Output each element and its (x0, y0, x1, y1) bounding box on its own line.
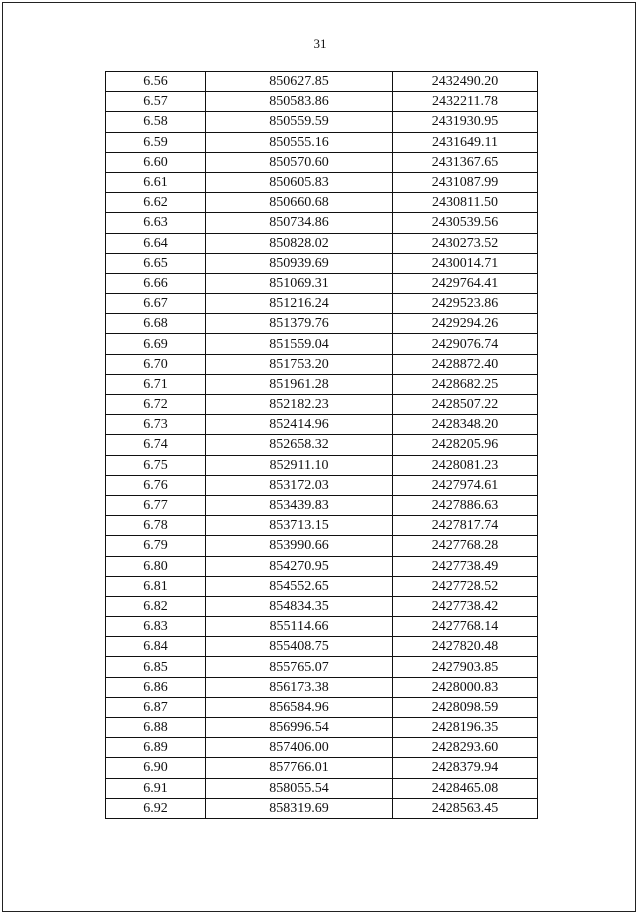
point-id-cell: 6.64 (106, 233, 206, 253)
table-row (106, 657, 538, 677)
table-row (106, 516, 538, 536)
point-id-cell: 6.82 (106, 596, 206, 616)
x-coordinate-cell: 850939.69 (206, 253, 393, 273)
point-id-cell: 6.72 (106, 395, 206, 415)
table-row (106, 152, 538, 172)
table-row (106, 253, 538, 273)
table-row (106, 273, 538, 293)
x-coordinate-cell: 858055.54 (206, 778, 393, 798)
point-id-cell: 6.60 (106, 152, 206, 172)
x-coordinate-cell: 854270.95 (206, 556, 393, 576)
y-coordinate-cell: 2428098.59 (393, 697, 538, 717)
point-id-cell: 6.76 (106, 475, 206, 495)
point-id-cell: 6.68 (106, 314, 206, 334)
point-id-cell: 6.81 (106, 576, 206, 596)
y-coordinate-cell: 2427768.28 (393, 536, 538, 556)
table-row (106, 213, 538, 233)
point-id-cell: 6.73 (106, 415, 206, 435)
point-id-cell: 6.88 (106, 718, 206, 738)
y-coordinate-cell: 2431087.99 (393, 172, 538, 192)
y-coordinate-cell: 2427728.52 (393, 576, 538, 596)
x-coordinate-cell: 854834.35 (206, 596, 393, 616)
y-coordinate-cell: 2428682.25 (393, 374, 538, 394)
point-id-cell: 6.59 (106, 132, 206, 152)
y-coordinate-cell: 2428465.08 (393, 778, 538, 798)
point-id-cell: 6.87 (106, 697, 206, 717)
y-coordinate-cell: 2427820.48 (393, 637, 538, 657)
table-row (106, 637, 538, 657)
table-row (106, 617, 538, 637)
point-id-cell: 6.85 (106, 657, 206, 677)
x-coordinate-cell: 850605.83 (206, 172, 393, 192)
x-coordinate-cell: 853439.83 (206, 495, 393, 515)
point-id-cell: 6.69 (106, 334, 206, 354)
x-coordinate-cell: 851961.28 (206, 374, 393, 394)
point-id-cell: 6.90 (106, 758, 206, 778)
point-id-cell: 6.77 (106, 495, 206, 515)
x-coordinate-cell: 850555.16 (206, 132, 393, 152)
table-row (106, 596, 538, 616)
point-id-cell: 6.61 (106, 172, 206, 192)
x-coordinate-cell: 850559.59 (206, 112, 393, 132)
x-coordinate-cell: 850627.85 (206, 72, 393, 92)
point-id-cell: 6.84 (106, 637, 206, 657)
x-coordinate-cell: 855114.66 (206, 617, 393, 637)
point-id-cell: 6.78 (106, 516, 206, 536)
y-coordinate-cell: 2427903.85 (393, 657, 538, 677)
table-row (106, 132, 538, 152)
y-coordinate-cell: 2432211.78 (393, 92, 538, 112)
x-coordinate-cell: 852182.23 (206, 395, 393, 415)
table-row (106, 435, 538, 455)
y-coordinate-cell: 2431367.65 (393, 152, 538, 172)
point-id-cell: 6.71 (106, 374, 206, 394)
y-coordinate-cell: 2428379.94 (393, 758, 538, 778)
table-row (106, 798, 538, 818)
y-coordinate-cell: 2428293.60 (393, 738, 538, 758)
x-coordinate-cell: 850660.68 (206, 193, 393, 213)
x-coordinate-cell: 853990.66 (206, 536, 393, 556)
y-coordinate-cell: 2429076.74 (393, 334, 538, 354)
table-row (106, 718, 538, 738)
point-id-cell: 6.91 (106, 778, 206, 798)
y-coordinate-cell: 2427886.63 (393, 495, 538, 515)
table-row (106, 395, 538, 415)
point-id-cell: 6.75 (106, 455, 206, 475)
x-coordinate-cell: 855408.75 (206, 637, 393, 657)
y-coordinate-cell: 2430014.71 (393, 253, 538, 273)
table-row (106, 576, 538, 596)
point-id-cell: 6.70 (106, 354, 206, 374)
x-coordinate-cell: 850570.60 (206, 152, 393, 172)
y-coordinate-cell: 2427817.74 (393, 516, 538, 536)
table-row (106, 758, 538, 778)
table-row (106, 556, 538, 576)
y-coordinate-cell: 2429764.41 (393, 273, 538, 293)
table-row (106, 334, 538, 354)
y-coordinate-cell: 2431930.95 (393, 112, 538, 132)
point-id-cell: 6.65 (106, 253, 206, 273)
coordinates-table-body (106, 72, 538, 819)
point-id-cell: 6.74 (106, 435, 206, 455)
x-coordinate-cell: 854552.65 (206, 576, 393, 596)
y-coordinate-cell: 2428872.40 (393, 354, 538, 374)
point-id-cell: 6.66 (106, 273, 206, 293)
y-coordinate-cell: 2429523.86 (393, 294, 538, 314)
y-coordinate-cell: 2427974.61 (393, 475, 538, 495)
y-coordinate-cell: 2427738.42 (393, 596, 538, 616)
x-coordinate-cell: 852911.10 (206, 455, 393, 475)
table-row (106, 314, 538, 334)
x-coordinate-cell: 853172.03 (206, 475, 393, 495)
table-row (106, 233, 538, 253)
x-coordinate-cell: 851379.76 (206, 314, 393, 334)
x-coordinate-cell: 857766.01 (206, 758, 393, 778)
x-coordinate-cell: 851069.31 (206, 273, 393, 293)
table-row (106, 536, 538, 556)
point-id-cell: 6.58 (106, 112, 206, 132)
x-coordinate-cell: 856996.54 (206, 718, 393, 738)
table-row (106, 294, 538, 314)
point-id-cell: 6.79 (106, 536, 206, 556)
y-coordinate-cell: 2428205.96 (393, 435, 538, 455)
point-id-cell: 6.62 (106, 193, 206, 213)
x-coordinate-cell: 858319.69 (206, 798, 393, 818)
point-id-cell: 6.67 (106, 294, 206, 314)
table-row (106, 354, 538, 374)
x-coordinate-cell: 856173.38 (206, 677, 393, 697)
table-row (106, 778, 538, 798)
x-coordinate-cell: 851559.04 (206, 334, 393, 354)
x-coordinate-cell: 852658.32 (206, 435, 393, 455)
x-coordinate-cell: 850734.86 (206, 213, 393, 233)
y-coordinate-cell: 2427738.49 (393, 556, 538, 576)
table-row (106, 193, 538, 213)
y-coordinate-cell: 2431649.11 (393, 132, 538, 152)
point-id-cell: 6.89 (106, 738, 206, 758)
y-coordinate-cell: 2428081.23 (393, 455, 538, 475)
table-row (106, 677, 538, 697)
table-row (106, 738, 538, 758)
page-number: 31 (313, 36, 327, 51)
table-row (106, 374, 538, 394)
y-coordinate-cell: 2428507.22 (393, 395, 538, 415)
y-coordinate-cell: 2430273.52 (393, 233, 538, 253)
table-row (106, 495, 538, 515)
table-row (106, 172, 538, 192)
coordinates-table (105, 71, 538, 819)
x-coordinate-cell: 855765.07 (206, 657, 393, 677)
x-coordinate-cell: 857406.00 (206, 738, 393, 758)
x-coordinate-cell: 856584.96 (206, 697, 393, 717)
y-coordinate-cell: 2428000.83 (393, 677, 538, 697)
point-id-cell: 6.83 (106, 617, 206, 637)
y-coordinate-cell: 2430811.50 (393, 193, 538, 213)
point-id-cell: 6.80 (106, 556, 206, 576)
table-row (106, 112, 538, 132)
y-coordinate-cell: 2428196.35 (393, 718, 538, 738)
y-coordinate-cell: 2428348.20 (393, 415, 538, 435)
table-row (106, 92, 538, 112)
table-row (106, 72, 538, 92)
x-coordinate-cell: 852414.96 (206, 415, 393, 435)
table-row (106, 455, 538, 475)
y-coordinate-cell: 2429294.26 (393, 314, 538, 334)
x-coordinate-cell: 850828.02 (206, 233, 393, 253)
x-coordinate-cell: 851753.20 (206, 354, 393, 374)
point-id-cell: 6.86 (106, 677, 206, 697)
y-coordinate-cell: 2427768.14 (393, 617, 538, 637)
x-coordinate-cell: 853713.15 (206, 516, 393, 536)
point-id-cell: 6.56 (106, 72, 206, 92)
x-coordinate-cell: 850583.86 (206, 92, 393, 112)
table-row (106, 475, 538, 495)
x-coordinate-cell: 851216.24 (206, 294, 393, 314)
point-id-cell: 6.92 (106, 798, 206, 818)
point-id-cell: 6.63 (106, 213, 206, 233)
y-coordinate-cell: 2432490.20 (393, 72, 538, 92)
point-id-cell: 6.57 (106, 92, 206, 112)
table-row (106, 697, 538, 717)
table-row (106, 415, 538, 435)
y-coordinate-cell: 2430539.56 (393, 213, 538, 233)
y-coordinate-cell: 2428563.45 (393, 798, 538, 818)
